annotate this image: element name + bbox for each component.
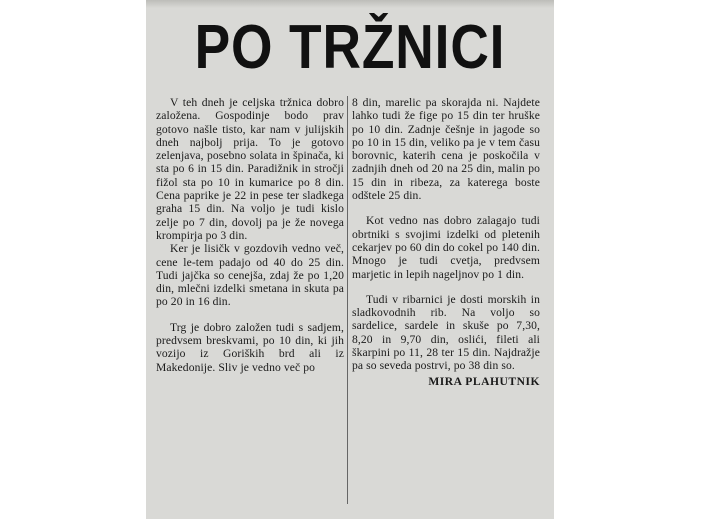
article-left-column	[156, 96, 344, 374]
article-right-column	[352, 96, 540, 388]
article-paragraph: V teh dneh je celjska tržnica dobro založena. Gospodinje bodo prav gotovo našle tisto, kar nam v julijskih dneh najbolj prija. To je gotovo zelenjava, posebno solata in špinača, ki sta po 6 in 15 din. Paradižnik in stročji fižol sta po 10 in kumarice po 8 din. Cena paprike je 22 in pese ter sladkega graha 15 din. Na voljo je tudi kislo zelje po 7 din, dovolj pa je že novega krompirja po 3 din.	[156, 96, 344, 242]
article-headline: PO TRŽNICI	[194, 13, 506, 82]
article-paragraph: Tudi v ribarnici je dosti morskih in sladkovodnih rib. Na voljo so sardelice, sardele in skuše po 7,30, 8,20 in 9,70 din, oslići, fileti ali škarpini po 11, 28 ter 15 din. Najdražje pa so seveda postrvi, po 38 din so.	[352, 292, 540, 373]
column-divider	[347, 96, 348, 504]
clipping-top-edge	[146, 0, 554, 8]
article-paragraph: Kot vedno nas dobro zalagajo tudi obrtniki s svojimi izdelki od pletenih cekarjev po 60 din do cokel po 140 din. Mnogo je tudi cvetja, predvsem marjetic in lepih nageljnov po 1 din.	[352, 214, 540, 281]
article-paragraph: 8 din, marelic pa skorajda ni. Najdete lahko tudi že fige po 15 din ter hruške po 10 din. Zadnje češnje in jagode so po 10 in 15 din, veliko pa je v tem času borovnic, katerih cena je poskočila v zadnjih dneh od 20 na 25 din, malin po 15 din in ribeza, za katerega boste odštele 25 din.	[352, 96, 540, 203]
article-paragraph: Ker je lisičk v gozdovih vedno več, cene le-tem padajo od 40 do 25 din. Tudi jajčka so cenejša, zdaj že po 1,20 din, mlečni izdelki smetana in skuta pa po 20 in 16 din.	[156, 242, 344, 309]
article-byline: MIRA PLAHUTNIK	[428, 374, 540, 388]
newspaper-clipping	[146, 0, 554, 519]
article-paragraph: Trg je dobro založen tudi s sadjem, predvsem breskvami, po 10 din, ki jih vozijo iz Goriških brd ali iz Makedonije. Sliv je vedno več po	[156, 320, 344, 374]
